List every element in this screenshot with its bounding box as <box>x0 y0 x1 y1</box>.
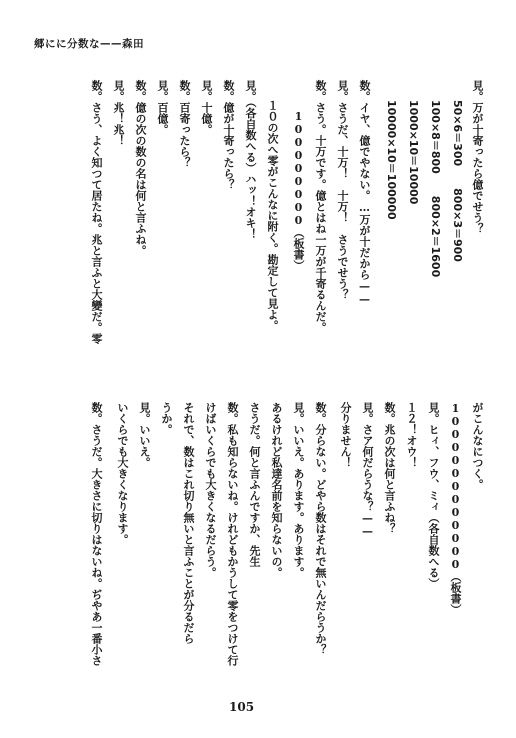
dialogue-line-31: いくらでも大きくなります。 <box>116 402 129 545</box>
dialogue-line-17: 見。ヒィ、フウ、ミィ（各自数へる） <box>427 402 440 589</box>
dialogue-line-6: １０の次へ零がこんなに附く。勘定して見よ。 <box>266 100 279 331</box>
dialogue-line-18: １２！オウ！ <box>405 402 418 468</box>
math-line-3: 1000×10＝10000 <box>407 100 420 205</box>
dialogue-line-12: 数。億の次の数の名は何と言ふね。 <box>134 80 147 256</box>
math-line-4: 10000×10＝100000 <box>385 100 398 220</box>
dialogue-line-7: 見。（各自数へる）ハッ！オキ！ <box>244 80 257 240</box>
dialogue-line-15: がこんなにつく。 <box>471 402 484 490</box>
dialogue-line-32: 数。さうだ。大きさに切りはないね。ぢやあ一番小さ <box>90 402 103 666</box>
dialogue-line-5: 100000000（板書） <box>292 110 305 271</box>
dialogue-line-13: 見。兆！兆！ <box>112 80 125 146</box>
dialogue-line-8: 数。億が十寄ったら？ <box>222 80 235 190</box>
dialogue-line-25: さうだ。何と言ふんですか、先生 <box>248 402 261 567</box>
running-header: 郷にに分数な——森田 <box>34 38 144 50</box>
math-line-1: 50×6＝300 800×3＝900 <box>451 100 464 262</box>
dialogue-line-29: うか。 <box>160 402 173 435</box>
dialogue-line-4: 数。さう。十万です。億とはね一万が千寄るんだ。 <box>314 80 327 333</box>
dialogue-line-22: 数。分らない。どやら数はそれで無いんだらうか？ <box>314 402 327 655</box>
dialogue-line-21: 分りません！ <box>339 402 352 468</box>
dialogue-line-16: 1000000000000（板書） <box>449 402 462 615</box>
dialogue-line-23: 見。いいえ。あります。あります。 <box>292 402 305 578</box>
dialogue-line-2: 数。イヤ、億でやない。…万が十だから—— <box>358 80 371 306</box>
page-number: 105 <box>229 700 255 714</box>
dialogue-line-26: 数。私も知らないね。けれどもかうして零をつけて行 <box>226 402 239 666</box>
dialogue-line-20: 見。さア何だらうな？—— <box>361 402 374 538</box>
dialogue-line-10: 数。百寄ったら？ <box>178 80 191 168</box>
dialogue-line-27: けばいくらでも大きくなるだらう。 <box>204 402 217 578</box>
dialogue-line-11: 見。百億。 <box>156 80 169 135</box>
dialogue-line-24: あるけれど私達名前を知らないの。 <box>270 402 283 578</box>
dialogue-line-28: それで、数はこれ切り無いと言ふことが分るだら <box>182 402 195 644</box>
math-line-2: 100×8＝800 800×2＝1600 <box>429 100 442 278</box>
dialogue-line-14: 数。さう、よく知つて居たね。兆と言ふと大變だ。零 <box>90 80 103 344</box>
dialogue-line-9: 見。十億。 <box>200 80 213 135</box>
dialogue-line-1: 見。万が十寄ったら億でせう？ <box>471 80 484 234</box>
dialogue-line-30: 見。いいえ。 <box>138 402 151 468</box>
dialogue-line-19: 数。兆の次は何と言ふね？ <box>383 402 396 534</box>
dialogue-line-3: 見。さうだ、十万！ 十万！ さうでせう？ <box>336 80 349 300</box>
